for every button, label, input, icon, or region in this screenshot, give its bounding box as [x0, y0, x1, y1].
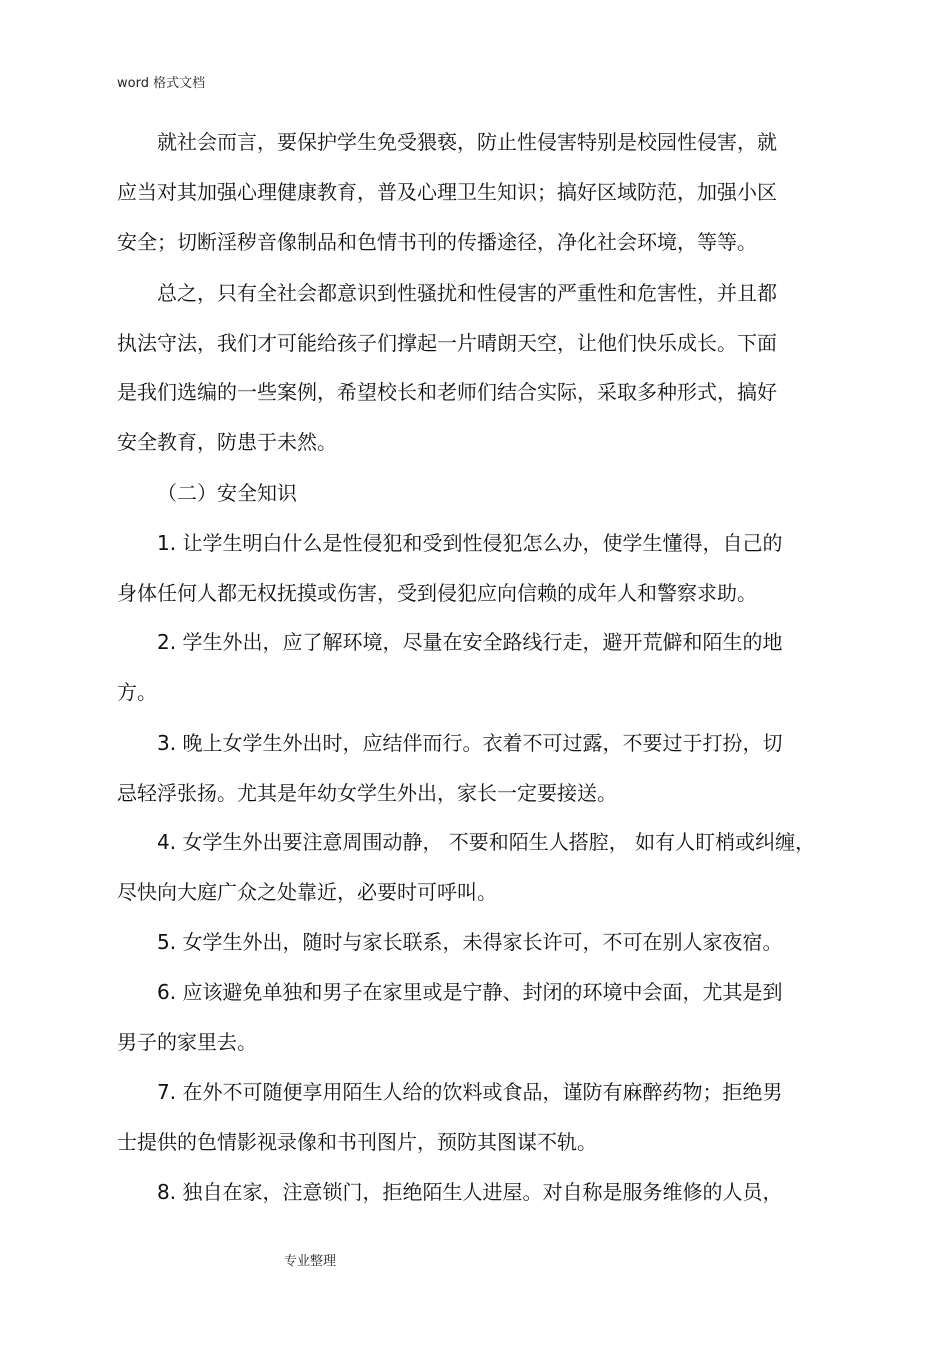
page-footer: 专业整理	[284, 1254, 337, 1269]
list-item-line: 男子的家里去。	[117, 1030, 257, 1054]
list-item-line: 身体任何人都无权抚摸或伤害，受到侵犯应向信赖的成年人和警察求助。	[117, 581, 757, 605]
paragraph-line: 总之，只有全社会都意识到性骚扰和性侵害的严重性和危害性，并且都	[157, 281, 777, 305]
paragraph-line: 安全教育，防患于未然。	[117, 430, 337, 454]
list-item-line: 6. 应该避免单独和男子在家里或是宁静、封闭的环境中会面，尤其是到	[157, 980, 783, 1004]
list-item-line: 2. 学生外出，应了解环境，尽量在安全路线行走，避开荒僻和陌生的地	[157, 630, 783, 654]
list-item-line: 3. 晚上女学生外出时，应结伴而行。衣着不可过露，不要过于打扮，切	[157, 731, 783, 755]
paragraph-line: 应当对其加强心理健康教育，普及心理卫生知识；搞好区域防范，加强小区	[117, 180, 777, 204]
list-item-line: 忌轻浮张扬。尤其是年幼女学生外出，家长一定要接送。	[117, 781, 617, 805]
section-heading: （二）安全知识	[157, 481, 297, 505]
list-item-line: 1. 让学生明白什么是性侵犯和受到性侵犯怎么办，使学生懂得，自己的	[157, 531, 783, 555]
page-header: word 格式文档	[117, 76, 206, 91]
paragraph-line: 执法守法，我们才可能给孩子们撑起一片晴朗天空，让他们快乐成长。下面	[117, 331, 777, 355]
list-item-line: 4. 女学生外出要注意周围动静， 不要和陌生人搭腔， 如有人盯梢或纠缠，	[157, 830, 816, 854]
list-item-line: 尽快向大庭广众之处靠近，必要时可呼叫。	[117, 880, 497, 904]
paragraph-line: 就社会而言，要保护学生免受猥亵，防止性侵害特别是校园性侵害，就	[157, 130, 777, 154]
paragraph-line: 安全；切断淫秽音像制品和色情书刊的传播途径，净化社会环境，等等。	[117, 230, 757, 254]
list-item-line: 方。	[117, 680, 157, 704]
list-item-line: 5. 女学生外出，随时与家长联系，未得家长许可，不可在别人家夜宿。	[157, 930, 783, 954]
list-item-line: 8. 独自在家，注意锁门，拒绝陌生人进屋。对自称是服务维修的人员，	[157, 1180, 783, 1204]
list-item-line: 士提供的色情影视录像和书刊图片，预防其图谋不轨。	[117, 1130, 597, 1154]
list-item-line: 7. 在外不可随便享用陌生人给的饮料或食品，谨防有麻醉药物；拒绝男	[157, 1080, 783, 1104]
paragraph-line: 是我们选编的一些案例，希望校长和老师们结合实际，采取多种形式，搞好	[117, 380, 777, 404]
